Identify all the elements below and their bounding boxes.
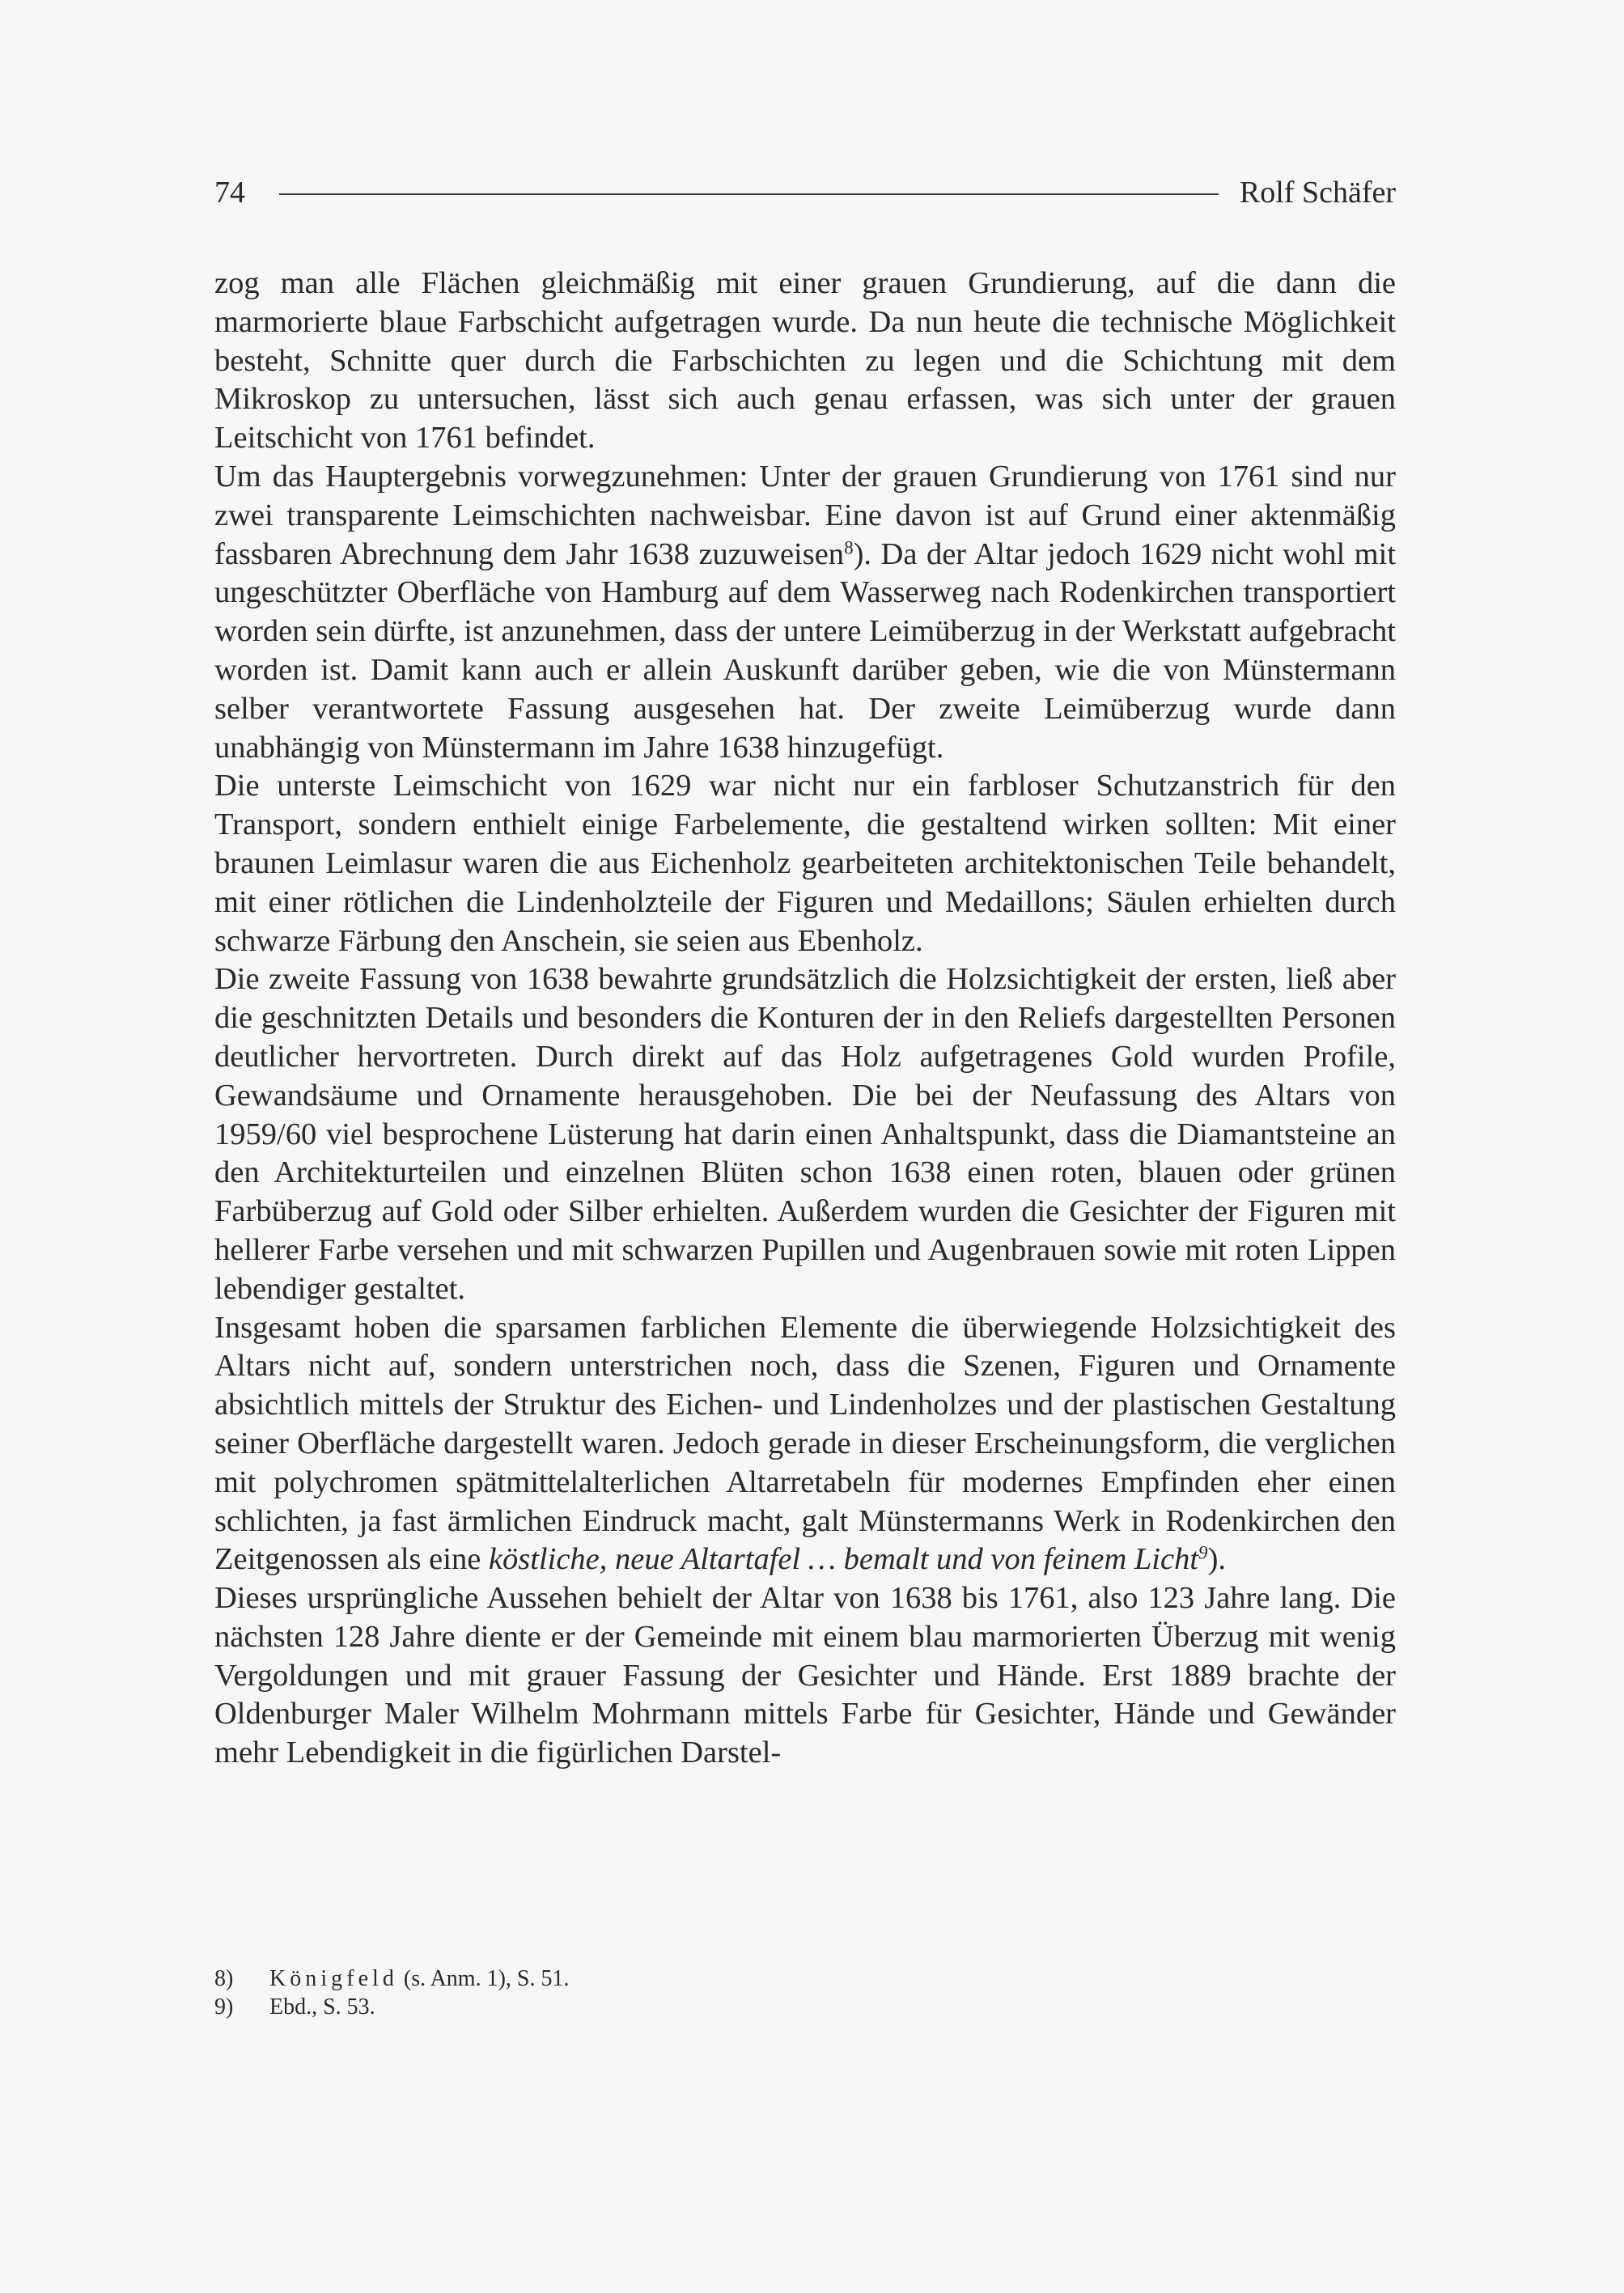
running-head-author: Rolf Schäfer	[1239, 176, 1396, 210]
footnote-text: Königfeld (s. Anm. 1), S. 51.	[269, 1966, 570, 1991]
header-rule	[279, 193, 1219, 195]
footnote-marker: 8)	[214, 1966, 234, 1991]
footnote-marker: 9)	[214, 1994, 234, 2020]
paragraph: zog man alle Flächen gleichmäßig mit einer grauen Grundierung, auf die dann die marmorierte blaue Farbschicht aufgetragen wurde. Da nun heute die technische Möglichkeit besteht, Schnitte quer durch die Farbschichten zu legen und die Schichtung mit dem Mikroskop zu untersuchen, lässt sich auch genau erfassen, was sich unter der grauen Leitschicht von 1761 befindet.	[214, 266, 1396, 456]
paragraph: Die zweite Fassung von 1638 bewahrte grundsätzlich die Holzsichtigkeit der ersten, ließ aber die geschnitzten Details und besonders die Konturen der in den Reliefs dargestellten Personen deutlicher hervortreten. Durch direkt auf das Holz aufgetragenes Gold wurden Profile, Gewandsäume und Ornamente herausgehoben. Die bei der Neufassung des Altars von 1959/60 viel besprochene Lüsterung hat darin einen Anhaltspunkt, dass die Diamantsteine an den Architekturteilen und einzelnen Blüten schon 1638 einen roten, blauen oder grünen Farbüberzug auf Gold oder Silber erhielten. Außerdem wurden die Gesichter der Figuren mit hellerer Farbe versehen und mit schwarzen Pupillen und Augenbrauen sowie mit roten Lippen lebendiger gestaltet.	[214, 962, 1396, 1306]
footnote	[214, 1965, 1396, 1993]
paragraph: Insgesamt hoben die sparsamen farblichen Elemente die überwiegende Holzsichtigkeit des Altars nicht auf, sondern unterstrichen noch, dass die Szenen, Figuren und Ornamente absichtlich mittels der Struktur des Eichen- und Lindenholzes und der plastischen Gestaltung seiner Oberfläche dargestellt waren. Jedoch gerade in dieser Erscheinungsform, die verglichen mit polychromen spätmittelalterlichen Altarretabeln für modernes Empfinden eher einen schlichten, ja fast ärmlichen Eindruck macht, galt Münstermanns Werk in Rodenkirchen den Zeitgenossen als eine köstliche, neue Altartafel … bemalt und von feinem Licht$^9$).	[214, 1310, 1396, 1577]
body-text	[214, 265, 1396, 1773]
footnote-author: Königfeld	[269, 1966, 398, 1991]
quotation: köstliche, neue Altartafel … bemalt und von feinem Licht$^9$	[488, 1541, 1208, 1577]
footnote-text: Ebd., S. 53.	[269, 1994, 375, 2020]
paragraph: Dieses ursprüngliche Aussehen behielt der Altar von 1638 bis 1761, also 123 Jahre lang. Die nächsten 128 Jahre diente er der Gemeinde mit einem blau marmorierten Überzug mit wenig Vergoldungen und mit grauer Fassung der Gesichter und Hände. Erst 1889 brachte der Oldenburger Maler Wilhelm Mohrmann mittels Farbe für Gesichter, Hände und Gewänder mehr Lebendigkeit in die figürlichen Darstel-	[214, 1581, 1396, 1770]
paragraph: Um das Hauptergebnis vorwegzunehmen: Unter der grauen Grundierung von 1761 sind nur zwei transparente Leimschichten nachweisbar. Eine davon ist auf Grund einer aktenmäßig fassbaren Abrechnung dem Jahr 1638 zuzuweisen$^8$). Da der Altar jedoch 1629 nicht wohl mit ungeschützter Oberfläche von Hamburg auf dem Wasserweg nach Rodenkirchen transportiert worden sein dürfte, ist anzunehmen, dass der untere Leimüberzug in der Werkstatt aufgebracht worden ist. Damit kann auch er allein Auskunft darüber geben, wie die von Münstermann selber verantwortete Fassung ausgesehen hat. Der zweite Leimüberzug wurde dann unabhängig von Münstermann im Jahre 1638 hinzugefügt.	[214, 459, 1397, 765]
footnote-ref: 8	[844, 536, 854, 557]
footnote-ref: 9	[1198, 1541, 1208, 1563]
footnotes	[214, 1965, 1396, 2021]
page-header	[214, 168, 1396, 217]
paragraph: Die unterste Leimschicht von 1629 war nicht nur ein farbloser Schutzanstrich für den Transport, sondern enthielt einige Farbelemente, die gestaltend wirken sollten: Mit einer braunen Leimlasur waren die aus Eichenholz gearbeiteten architektonischen Teile behandelt, mit einer rötlichen die Lindenholzteile der Figuren und Medaillons; Säulen erhielten durch schwarze Färbung den Anschein, sie seien aus Ebenholz.	[214, 769, 1396, 958]
footnote	[214, 1993, 1396, 2021]
page-number: 74	[214, 176, 245, 210]
